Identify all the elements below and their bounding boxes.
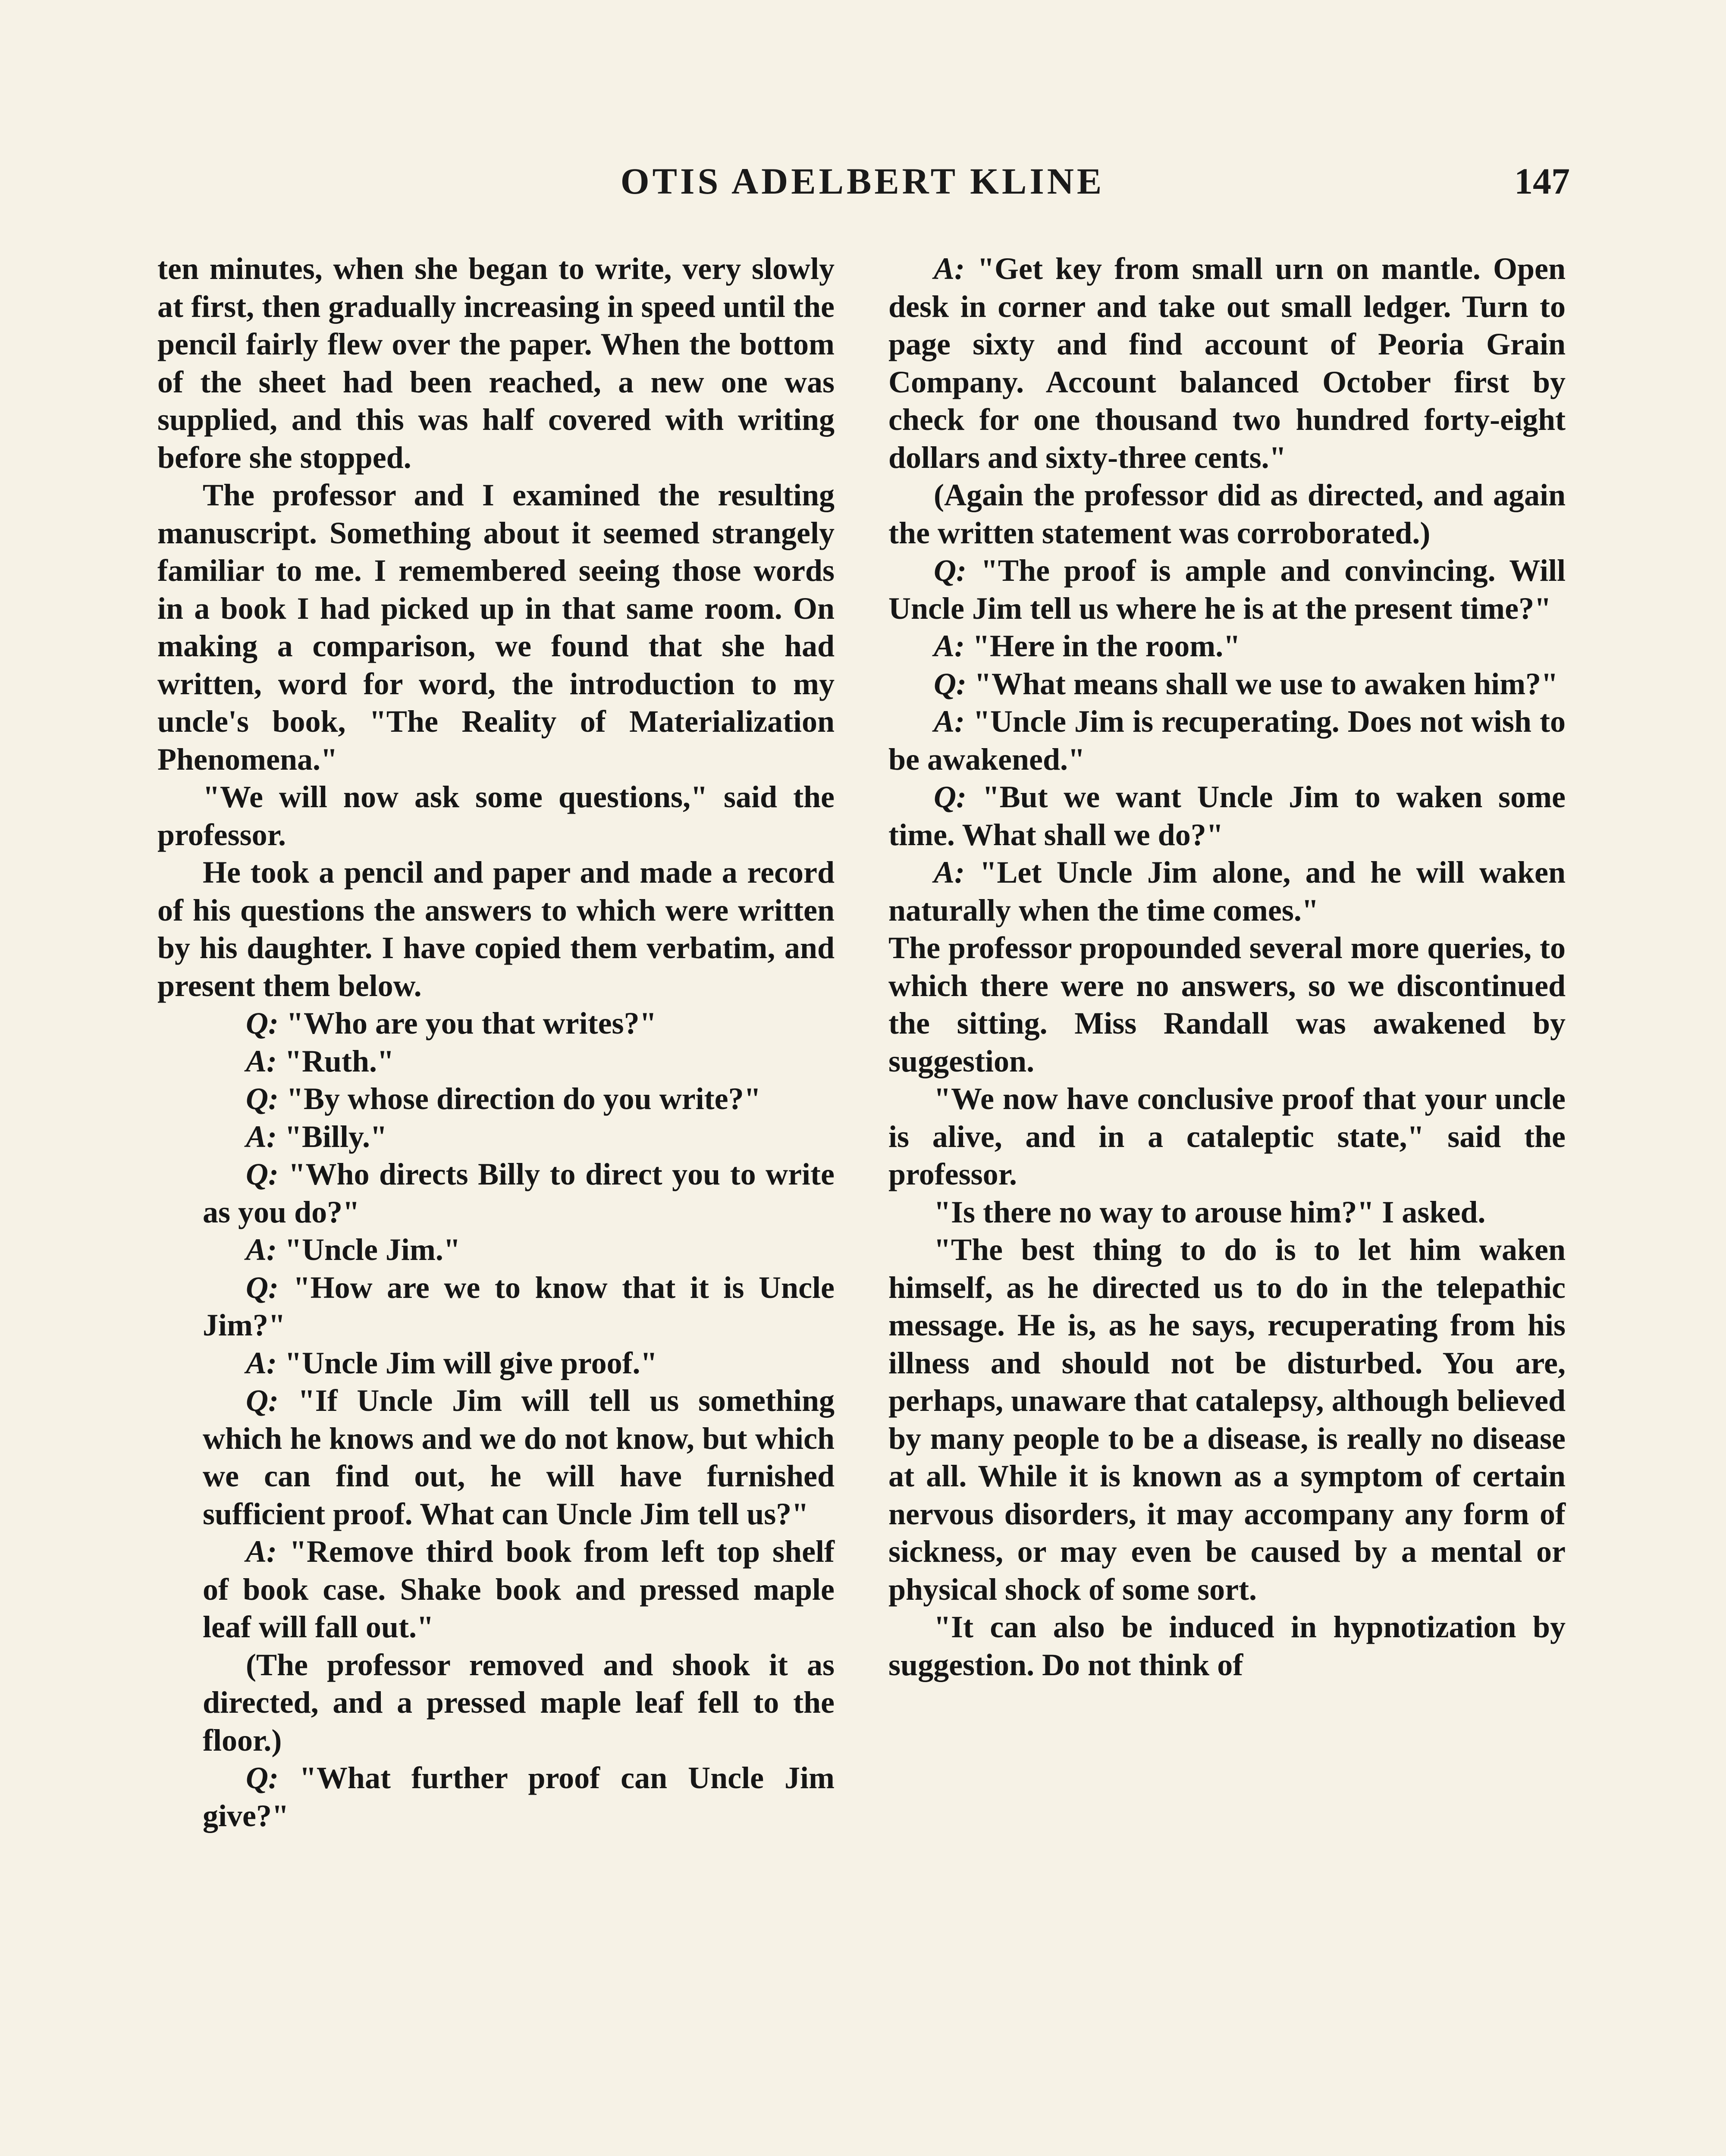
qa-text: "Uncle Jim is recuperating. Does not wish to be awakened." (888, 704, 1566, 777)
qa-entry (157, 1156, 835, 1231)
qa-text: "Uncle Jim." (285, 1232, 461, 1267)
qa-entry (157, 1043, 835, 1081)
paragraph: "It can also be induced in hypnotization by suggestion. Do not think of (888, 1610, 1566, 1682)
qa-entry (157, 1382, 835, 1533)
running-head: OTIS ADELBERT KLINE (620, 160, 1105, 202)
page-number: 147 (1514, 160, 1570, 202)
qa-entry (157, 1080, 835, 1118)
qa-text: "What further proof can Uncle Jim give?" (203, 1761, 835, 1833)
qa-entry (888, 665, 1566, 703)
qa-text: "Let Uncle Jim alone, and he will waken naturally when the time comes." (888, 855, 1566, 928)
qa-label: Q: (934, 553, 967, 588)
qa-text: "But we want Uncle Jim to waken some time. What shall we do?" (888, 780, 1566, 852)
qa-text: "Remove third book from left top shelf of book case. Shake book and pressed maple leaf will fall out." (203, 1534, 835, 1644)
paragraph: "We will now ask some questions," said the professor. (157, 780, 835, 852)
qa-text: "Uncle Jim will give proof." (285, 1345, 658, 1380)
paragraph: "We now have conclusive proof that your uncle is alive, and in a cataleptic state," said the professor. (888, 1081, 1566, 1191)
paragraph: The professor propounded several more queries, to which there were no answers, so we discontinued the sitting. Miss Randall was awakened by suggestion. (888, 931, 1566, 1078)
qa-label: A: (246, 1534, 277, 1569)
paragraph: (Again the professor did as directed, and again the written statement was corroborated.) (888, 478, 1566, 550)
qa-label: A: (934, 855, 965, 890)
right-column (888, 250, 1566, 1684)
qa-label: A: (934, 704, 965, 739)
qa-text: "By whose direction do you write?" (286, 1081, 761, 1116)
qa-entry (888, 552, 1566, 627)
qa-entry (157, 1269, 835, 1344)
paragraph: "The best thing to do is to let him waken himself, as he directed us to do in the telepathic message. He is, as he says, recuperating from his illness and should not be disturbed. You are, perhaps, unaware that catalepsy, although believed by many people to be a disease, is really no disease at all. While it is known as a symptom of certain nervous disorders, it may accompany any form of sickness, or may even be caused by a mental or physical shock of some sort. (888, 1232, 1566, 1607)
paragraph: (The professor removed and shook it as directed, and a pressed maple leaf fell to the floor.) (203, 1647, 835, 1758)
qa-text: "Who directs Billy to direct you to write as you do?" (203, 1157, 835, 1229)
qa-entry (157, 1231, 835, 1269)
qa-label: Q: (934, 780, 967, 814)
qa-label: A: (246, 1119, 277, 1154)
qa-label: A: (246, 1232, 277, 1267)
qa-text: "If Uncle Jim will tell us something which he knows and we do not know, but which we can find out, he will have furnished sufficient proof. What can Uncle Jim tell us?" (203, 1383, 835, 1531)
qa-label: A: (934, 629, 965, 663)
paragraph: ten minutes, when she began to write, very slowly at first, then gradually increasing in speed until the pencil fairly flew over the paper. When the bottom of the sheet had been reached, a new one was supplied, and this was half covered with writing before she stopped. (157, 251, 835, 475)
qa-label: Q: (246, 1270, 279, 1305)
qa-entry (157, 1344, 835, 1382)
paragraph: The professor and I examined the resulting manuscript. Something about it seemed strangely familiar to me. I remembered seeing those words in a book I had picked up in that same room. On making a comparison, we found that she had written, word for word, the introduction to my uncle's book, "The Reality of Materialization Phenomena." (157, 478, 835, 777)
qa-text: "What means shall we use to awaken him?" (974, 666, 1559, 701)
qa-label: A: (246, 1044, 277, 1078)
qa-label: A: (934, 251, 965, 286)
qa-text: "How are we to know that it is Uncle Jim?" (203, 1270, 835, 1342)
qa-label: Q: (246, 1081, 279, 1116)
qa-entry (888, 854, 1566, 929)
qa-text: "Get key from small urn on mantle. Open desk in corner and take out small ledger. Turn to page sixty and find account of Peoria Grain Company. Account balanced October first by check for one thousand two hundred forty-eight dollars and sixty-three cents." (888, 251, 1566, 475)
page-header (155, 160, 1570, 220)
qa-entry (157, 1759, 835, 1835)
qa-text: "Who are you that writes?" (286, 1006, 657, 1040)
qa-entry (157, 1118, 835, 1156)
qa-text: "Here in the room." (973, 629, 1241, 663)
qa-label: A: (246, 1345, 277, 1380)
paragraph: He took a pencil and paper and made a record of his questions the answers to which were written by his daughter. I have copied them verbatim, and present them below. (157, 855, 835, 1003)
paragraph: "Is there no way to arouse him?" I asked. (934, 1194, 1486, 1229)
qa-entry (157, 1533, 835, 1646)
qa-label: Q: (246, 1383, 279, 1418)
qa-label: Q: (246, 1761, 279, 1795)
qa-entry (888, 250, 1566, 476)
qa-text: "The proof is ample and convincing. Will Uncle Jim tell us where he is at the present time?" (888, 553, 1566, 626)
qa-label: Q: (246, 1006, 279, 1040)
qa-label: Q: (934, 666, 967, 701)
left-column (157, 250, 835, 1835)
qa-text: "Billy." (285, 1119, 388, 1154)
qa-label: Q: (246, 1157, 279, 1191)
qa-entry (888, 778, 1566, 854)
qa-entry (888, 703, 1566, 778)
qa-entry (157, 1005, 835, 1043)
qa-entry (888, 627, 1566, 665)
qa-text: "Ruth." (285, 1044, 395, 1078)
